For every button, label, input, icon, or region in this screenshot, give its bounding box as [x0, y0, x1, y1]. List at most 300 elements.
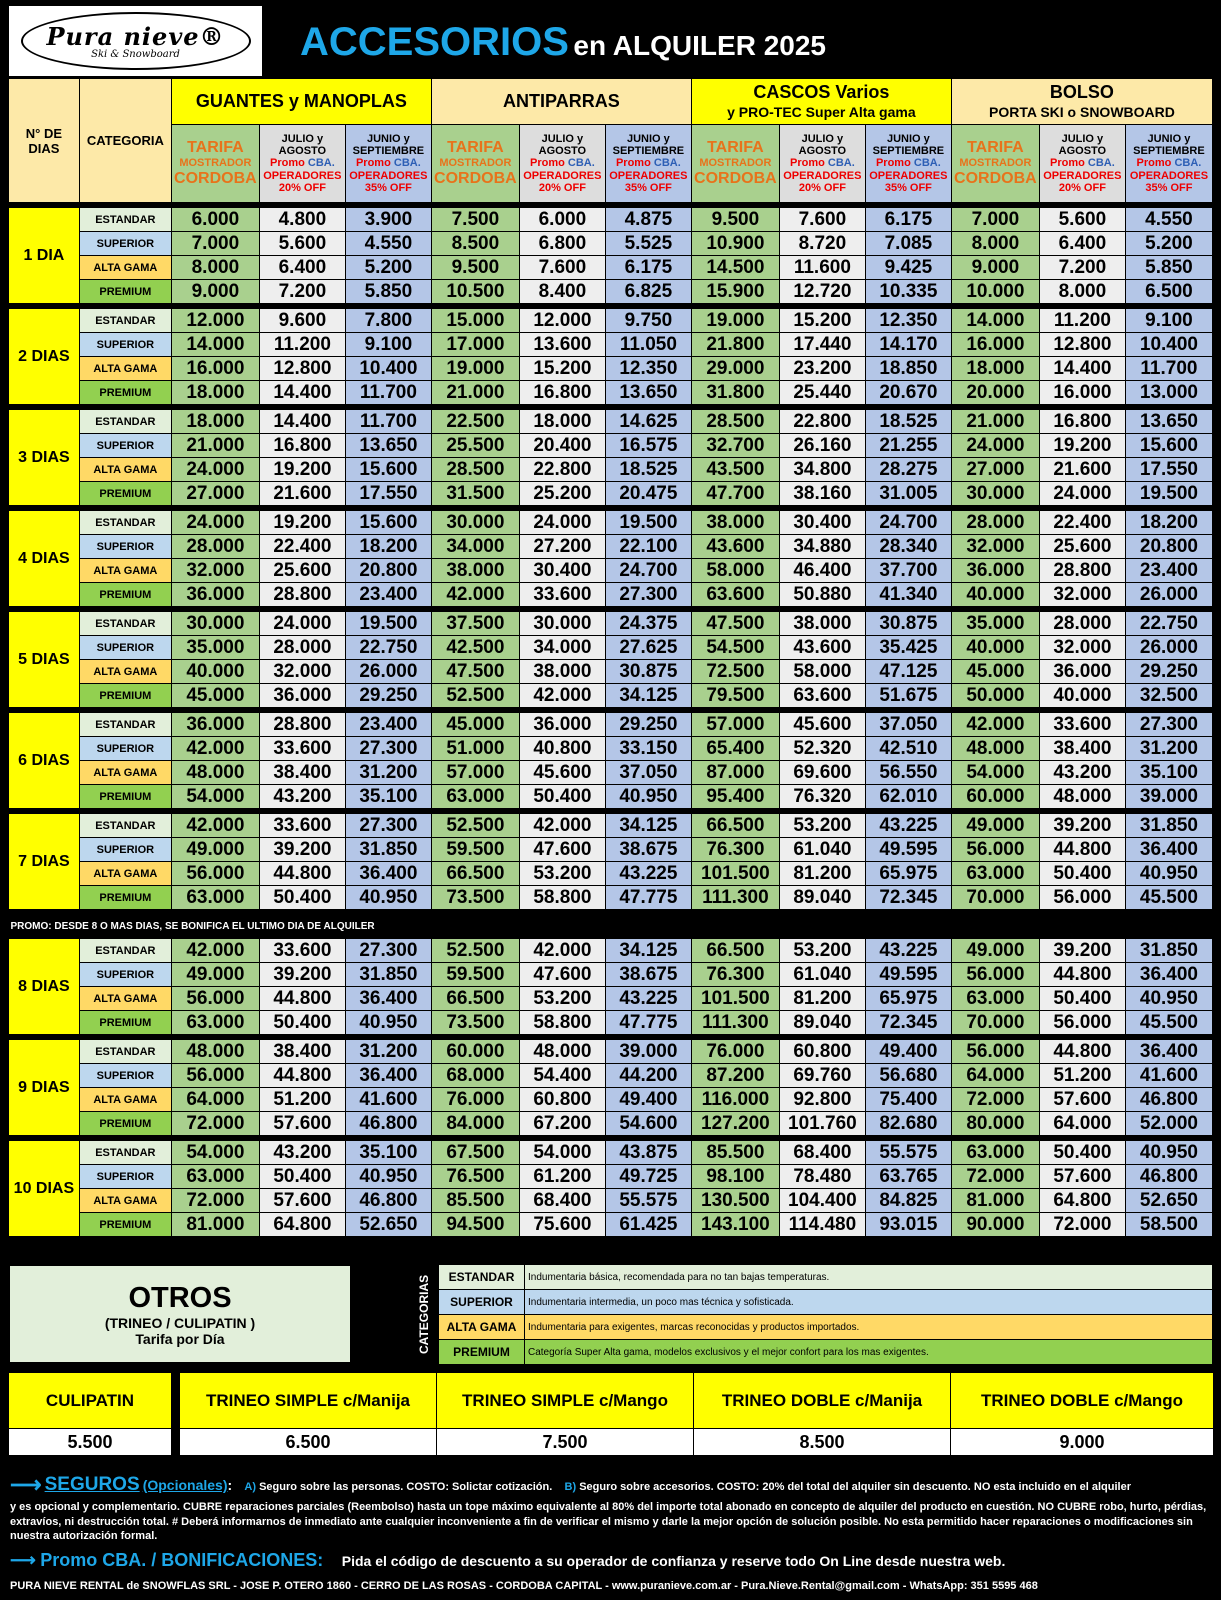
- price-cell: 38.675: [605, 838, 691, 862]
- price-cell: 56.000: [951, 963, 1039, 987]
- price-cell: 32.700: [691, 434, 779, 458]
- price-cell: 15.600: [345, 458, 431, 482]
- product-name: BOLSO: [1049, 81, 1114, 102]
- price-cell: 5.600: [1039, 208, 1125, 232]
- price-cell: 15.000: [431, 309, 519, 333]
- category-label: PREMIUM: [79, 1213, 171, 1237]
- price-cell: 47.775: [605, 886, 691, 910]
- price-cell: 38.675: [605, 963, 691, 987]
- category-label: ALTA GAMA: [79, 256, 171, 280]
- price-cell: 15.600: [345, 511, 431, 535]
- price-cell: 47.600: [519, 963, 605, 987]
- price-cell: 27.300: [605, 583, 691, 607]
- price-cell: 84.825: [865, 1189, 951, 1213]
- price-cell: 8.000: [1039, 280, 1125, 304]
- price-cell: 4.800: [259, 208, 345, 232]
- price-cell: 24.000: [519, 511, 605, 535]
- price-cell: 29.000: [691, 357, 779, 381]
- price-cell: 28.340: [865, 535, 951, 559]
- price-cell: 28.800: [1039, 559, 1125, 583]
- price-cell: 65.975: [865, 862, 951, 886]
- price-cell: 35.000: [951, 612, 1039, 636]
- price-cell: 59.500: [431, 963, 519, 987]
- price-cell: 32.000: [1039, 636, 1125, 660]
- julio-operadores: OPERADORES: [523, 169, 602, 182]
- price-cell: 28.500: [431, 458, 519, 482]
- seguros-body: y es opcional y complementario. CUBRE reparaciones parciales (Reembolso) hasta un tope máximo equivalente al 80% del importe total abonado en concepto de alquiler del producto en cuestión. NO CUBRE robo, hurto, pérdias, extravíos, ni destrucción total. # Deberá informarnos de inmediato ante cualquier inconveniente a fin de verificar el mismo y darle la mejor opción de solución posible. No esta permitido hacer reparaciones o modificaciones sin nuestra autorización formal.: [10, 1500, 1207, 1543]
- promo-section: [10, 1550, 1005, 1571]
- price-cell: 27.000: [171, 482, 259, 506]
- price-cell: 11.700: [1125, 357, 1212, 381]
- price-cell: 47.700: [691, 482, 779, 506]
- price-cell: 8.500: [431, 232, 519, 256]
- price-cell: 43.225: [865, 939, 951, 963]
- price-cell: 13.650: [1125, 410, 1212, 434]
- tarifa-l1: TARIFA: [187, 138, 244, 156]
- price-cell: 16.000: [951, 333, 1039, 357]
- price-cell: 6.175: [865, 208, 951, 232]
- price-cell: 49.595: [865, 963, 951, 987]
- price-cell: 48.000: [519, 1040, 605, 1064]
- price-cell: 28.500: [691, 410, 779, 434]
- price-cell: 34.125: [605, 684, 691, 708]
- table-row: [9, 256, 1213, 280]
- category-label: PREMIUM: [79, 482, 171, 506]
- category-label: ALTA GAMA: [79, 559, 171, 583]
- price-cell: 65.975: [865, 987, 951, 1011]
- promo-title: Promo CBA. / BONIFICACIONES:: [40, 1550, 324, 1570]
- price-cell: 16.800: [519, 381, 605, 405]
- seguros-colon: :: [227, 1477, 233, 1493]
- junio-operadores: OPERADORES: [1129, 169, 1209, 182]
- price-cell: 9.100: [1125, 309, 1212, 333]
- price-cell: 19.200: [259, 458, 345, 482]
- price-cell: 48.000: [951, 737, 1039, 761]
- category-label: SUPERIOR: [79, 636, 171, 660]
- table-row: [9, 737, 1213, 761]
- price-cell: 31.200: [345, 1040, 431, 1064]
- price-cell: 13.600: [519, 333, 605, 357]
- days-label: 9 DIAS: [9, 1040, 80, 1136]
- days-label: 3 DIAS: [9, 410, 80, 506]
- junio-discount: 35% OFF: [624, 181, 672, 194]
- price-cell: 57.600: [1039, 1088, 1125, 1112]
- price-cell: 43.200: [259, 1141, 345, 1165]
- price-cell: 27.300: [345, 939, 431, 963]
- price-cell: 24.000: [171, 511, 259, 535]
- tarifa-header: [171, 125, 259, 203]
- price-cell: 58.800: [519, 886, 605, 910]
- price-cell: 23.400: [345, 583, 431, 607]
- price-cell: 18.200: [1125, 511, 1212, 535]
- arrow-right-icon: ⟶: [10, 1472, 42, 1497]
- price-cell: 36.000: [951, 559, 1039, 583]
- price-cell: 11.700: [345, 410, 431, 434]
- category-label: SUPERIOR: [79, 1064, 171, 1088]
- category-label: ESTANDAR: [79, 814, 171, 838]
- arrow-right-icon: ⟶: [10, 1550, 36, 1570]
- price-cell: 67.500: [431, 1141, 519, 1165]
- table-row: [9, 1088, 1213, 1112]
- price-cell: 21.600: [1039, 458, 1125, 482]
- days-label: 5 DIAS: [9, 612, 80, 708]
- price-cell: 63.600: [779, 684, 865, 708]
- price-cell: 30.000: [951, 482, 1039, 506]
- price-cell: 19.000: [431, 357, 519, 381]
- price-cell: 52.500: [431, 814, 519, 838]
- julio-operadores: OPERADORES: [1043, 169, 1122, 182]
- legend-description: Indumentaria para exigentes, marcas reconocidas y productos importados.: [525, 1315, 1213, 1340]
- price-cell: 12.350: [605, 357, 691, 381]
- julio-promo: [1040, 157, 1125, 169]
- price-cell: 30.000: [171, 612, 259, 636]
- table-row: [9, 434, 1213, 458]
- price-cell: 20.670: [865, 381, 951, 405]
- price-cell: 27.300: [345, 737, 431, 761]
- price-cell: 76.300: [691, 838, 779, 862]
- spacer: [172, 1373, 180, 1429]
- price-cell: 38.000: [691, 511, 779, 535]
- julio-promo: [260, 157, 345, 169]
- price-cell: 54.500: [691, 636, 779, 660]
- table-row: [9, 535, 1213, 559]
- price-cell: 32.000: [1039, 583, 1125, 607]
- table-row: [9, 814, 1213, 838]
- price-cell: 14.400: [1039, 357, 1125, 381]
- price-cell: 28.000: [951, 511, 1039, 535]
- junio-header: [605, 125, 691, 203]
- price-cell: 61.200: [519, 1165, 605, 1189]
- price-cell: 101.500: [691, 987, 779, 1011]
- price-cell: 21.600: [259, 482, 345, 506]
- table-row: [9, 1141, 1213, 1165]
- price-cell: 30.400: [519, 559, 605, 583]
- otros-item-name: TRINEO SIMPLE c/Manija: [180, 1373, 437, 1429]
- price-cell: 15.200: [519, 357, 605, 381]
- price-cell: 40.950: [345, 1165, 431, 1189]
- price-cell: 47.500: [691, 612, 779, 636]
- tarifa-l2: MOSTRADOR: [439, 157, 512, 170]
- price-cell: 22.400: [1039, 511, 1125, 535]
- price-cell: 72.500: [691, 660, 779, 684]
- otros-item-price: 8.500: [694, 1429, 951, 1456]
- price-cell: 8.400: [519, 280, 605, 304]
- price-cell: 30.400: [779, 511, 865, 535]
- price-cell: 19.500: [1125, 482, 1212, 506]
- junio-l2: SEPTIEMBRE: [1133, 145, 1205, 158]
- price-cell: 35.100: [1125, 761, 1212, 785]
- category-label: SUPERIOR: [79, 333, 171, 357]
- price-cell: 7.600: [779, 208, 865, 232]
- price-cell: 53.200: [519, 987, 605, 1011]
- price-cell: 9.500: [431, 256, 519, 280]
- price-cell: 45.000: [431, 713, 519, 737]
- price-cell: 6.000: [519, 208, 605, 232]
- tarifa-header: [431, 125, 519, 203]
- tarifa-l3: CORDOBA: [954, 169, 1037, 187]
- price-cell: 43.500: [691, 458, 779, 482]
- price-cell: 43.225: [605, 862, 691, 886]
- junio-promo: [606, 157, 691, 169]
- price-cell: 33.600: [259, 814, 345, 838]
- junio-header: [345, 125, 431, 203]
- logo-oval: [21, 12, 251, 70]
- julio-l1: JULIO y: [541, 133, 584, 146]
- price-cell: 56.000: [1039, 1011, 1125, 1035]
- table-row: [9, 939, 1213, 963]
- price-cell: 24.000: [1039, 482, 1125, 506]
- price-cell: 36.000: [1039, 660, 1125, 684]
- promo-cba: CBA.: [307, 157, 335, 170]
- price-cell: 35.000: [171, 636, 259, 660]
- price-cell: 52.000: [1125, 1112, 1212, 1136]
- price-cell: 54.400: [519, 1064, 605, 1088]
- price-cell: 63.600: [691, 583, 779, 607]
- header-product-antiparras: [431, 79, 691, 125]
- otros-item-price: 5.500: [9, 1429, 172, 1456]
- table-row: [9, 1011, 1213, 1035]
- price-cell: 81.000: [171, 1213, 259, 1237]
- price-cell: 25.440: [779, 381, 865, 405]
- price-cell: 34.125: [605, 814, 691, 838]
- promo-word: Promo: [355, 157, 391, 170]
- price-cell: 114.480: [779, 1213, 865, 1237]
- price-cell: 23.400: [1125, 559, 1212, 583]
- price-cell: 22.750: [345, 636, 431, 660]
- category-label: SUPERIOR: [79, 963, 171, 987]
- price-cell: 44.800: [1039, 838, 1125, 862]
- price-cell: 24.700: [605, 559, 691, 583]
- seguros-a-text: Seguro sobre las personas. COSTO: Solictar cotización.: [259, 1481, 553, 1493]
- price-cell: 81.000: [951, 1189, 1039, 1213]
- price-cell: 39.200: [1039, 939, 1125, 963]
- category-label: ESTANDAR: [79, 410, 171, 434]
- price-cell: 60.800: [519, 1088, 605, 1112]
- tarifa-l3: CORDOBA: [174, 169, 257, 187]
- category-label: PREMIUM: [79, 583, 171, 607]
- price-cell: 32.500: [1125, 684, 1212, 708]
- price-cell: 98.100: [691, 1165, 779, 1189]
- price-cell: 42.000: [431, 583, 519, 607]
- seguros-b-text: Seguro sobre accesorios. COSTO: 20% del total del alquiler sin descuento. NO esta incluido en el alquiler: [579, 1481, 1131, 1493]
- price-cell: 85.500: [431, 1189, 519, 1213]
- price-cell: 35.425: [865, 636, 951, 660]
- price-cell: 56.000: [1039, 886, 1125, 910]
- price-cell: 6.800: [519, 232, 605, 256]
- price-cell: 81.200: [779, 987, 865, 1011]
- category-label: ESTANDAR: [79, 1141, 171, 1165]
- price-cell: 28.800: [259, 583, 345, 607]
- price-cell: 72.000: [1039, 1213, 1125, 1237]
- table-row: [9, 1165, 1213, 1189]
- price-cell: 40.950: [345, 886, 431, 910]
- price-cell: 111.300: [691, 886, 779, 910]
- price-cell: 46.800: [1125, 1088, 1212, 1112]
- table-row: [9, 684, 1213, 708]
- price-cell: 24.000: [171, 458, 259, 482]
- price-cell: 19.000: [691, 309, 779, 333]
- price-cell: 21.000: [171, 434, 259, 458]
- category-label: ALTA GAMA: [79, 458, 171, 482]
- price-cell: 56.000: [951, 838, 1039, 862]
- header-product-guantes: [171, 79, 431, 125]
- price-cell: 8.000: [951, 232, 1039, 256]
- price-cell: 12.000: [171, 309, 259, 333]
- price-cell: 34.800: [779, 458, 865, 482]
- price-cell: 39.200: [1039, 814, 1125, 838]
- price-cell: 36.000: [519, 713, 605, 737]
- price-cell: 12.800: [259, 357, 345, 381]
- price-cell: 7.200: [259, 280, 345, 304]
- price-cell: 27.300: [345, 814, 431, 838]
- price-cell: 9.000: [171, 280, 259, 304]
- price-cell: 25.600: [259, 559, 345, 583]
- price-cell: 38.000: [431, 559, 519, 583]
- otros-title: OTROS: [128, 1281, 232, 1314]
- price-cell: 22.400: [259, 535, 345, 559]
- tarifa-l1: TARIFA: [967, 138, 1024, 156]
- price-cell: 52.650: [1125, 1189, 1212, 1213]
- price-cell: 94.500: [431, 1213, 519, 1237]
- price-cell: 18.000: [519, 410, 605, 434]
- product-name: ANTIPARRAS: [503, 91, 620, 111]
- logo-sub: Ski & Snowboard: [91, 49, 180, 60]
- price-cell: 50.400: [259, 886, 345, 910]
- price-cell: 59.500: [431, 838, 519, 862]
- price-cell: 56.000: [171, 987, 259, 1011]
- price-cell: 32.000: [259, 660, 345, 684]
- price-cell: 68.400: [519, 1189, 605, 1213]
- price-cell: 10.335: [865, 280, 951, 304]
- price-cell: 51.200: [259, 1088, 345, 1112]
- tarifa-l1: TARIFA: [447, 138, 504, 156]
- price-cell: 40.950: [345, 1011, 431, 1035]
- price-cell: 36.400: [1125, 838, 1212, 862]
- promo-word: Promo: [875, 157, 911, 170]
- junio-promo: [1126, 157, 1212, 169]
- promo-cba: CBA.: [1087, 157, 1115, 170]
- price-cell: 18.525: [865, 410, 951, 434]
- header-product-bolso: [951, 79, 1212, 125]
- price-cell: 6.400: [259, 256, 345, 280]
- price-cell: 58.800: [519, 1011, 605, 1035]
- price-cell: 28.275: [865, 458, 951, 482]
- table-row: [9, 309, 1213, 333]
- price-cell: 5.850: [1125, 256, 1212, 280]
- price-cell: 80.000: [951, 1112, 1039, 1136]
- price-cell: 49.400: [605, 1088, 691, 1112]
- price-cell: 39.200: [259, 963, 345, 987]
- julio-header: [259, 125, 345, 203]
- price-cell: 57.000: [431, 761, 519, 785]
- price-cell: 72.000: [951, 1088, 1039, 1112]
- price-cell: 31.500: [431, 482, 519, 506]
- julio-promo: [780, 157, 865, 169]
- table-row: [9, 1189, 1213, 1213]
- price-cell: 93.015: [865, 1213, 951, 1237]
- price-cell: 63.000: [171, 1165, 259, 1189]
- price-cell: 143.100: [691, 1213, 779, 1237]
- price-cell: 50.400: [259, 1011, 345, 1035]
- price-cell: 8.720: [779, 232, 865, 256]
- legend-row: [439, 1265, 1213, 1290]
- price-cell: 65.400: [691, 737, 779, 761]
- price-cell: 51.675: [865, 684, 951, 708]
- tarifa-l2: MOSTRADOR: [959, 157, 1032, 170]
- price-cell: 49.595: [865, 838, 951, 862]
- price-cell: 73.500: [431, 1011, 519, 1035]
- julio-header: [519, 125, 605, 203]
- price-cell: 47.500: [431, 660, 519, 684]
- otros-item-name: TRINEO DOBLE c/Manija: [694, 1373, 951, 1429]
- promo-cba: CBA.: [913, 157, 941, 170]
- price-cell: 18.000: [171, 381, 259, 405]
- table-row: [9, 482, 1213, 506]
- price-cell: 52.320: [779, 737, 865, 761]
- price-cell: 31.850: [1125, 814, 1212, 838]
- price-cell: 54.000: [951, 761, 1039, 785]
- price-cell: 15.900: [691, 280, 779, 304]
- otros-item-name: TRINEO SIMPLE c/Mango: [437, 1373, 694, 1429]
- table-row: [9, 208, 1213, 232]
- tarifa-l3: CORDOBA: [694, 169, 777, 187]
- price-cell: 42.000: [519, 814, 605, 838]
- price-cell: 75.400: [865, 1088, 951, 1112]
- price-cell: 73.500: [431, 886, 519, 910]
- price-cell: 36.400: [345, 987, 431, 1011]
- price-cell: 66.500: [431, 987, 519, 1011]
- price-cell: 57.600: [259, 1189, 345, 1213]
- price-cell: 101.760: [779, 1112, 865, 1136]
- tarifa-header: [951, 125, 1039, 203]
- legend-description: Indumentaria intermedia, un poco mas técnica y sofisticada.: [525, 1290, 1213, 1315]
- price-cell: 33.600: [259, 939, 345, 963]
- price-cell: 87.200: [691, 1064, 779, 1088]
- price-cell: 87.000: [691, 761, 779, 785]
- price-cell: 61.425: [605, 1213, 691, 1237]
- price-cell: 5.525: [605, 232, 691, 256]
- price-cell: 19.500: [345, 612, 431, 636]
- price-cell: 25.600: [1039, 535, 1125, 559]
- days-label: 10 DIAS: [9, 1141, 80, 1237]
- price-cell: 7.200: [1039, 256, 1125, 280]
- price-cell: 42.000: [171, 939, 259, 963]
- price-cell: 127.200: [691, 1112, 779, 1136]
- price-cell: 63.000: [431, 785, 519, 809]
- promo-word: Promo: [615, 157, 651, 170]
- price-cell: 38.000: [519, 660, 605, 684]
- price-cell: 18.525: [605, 458, 691, 482]
- price-cell: 66.500: [691, 814, 779, 838]
- price-cell: 67.200: [519, 1112, 605, 1136]
- julio-l1: JULIO y: [801, 133, 844, 146]
- table-row: [9, 583, 1213, 607]
- category-label: ESTANDAR: [79, 1040, 171, 1064]
- price-cell: 11.200: [1039, 309, 1125, 333]
- julio-l2: AGOSTO: [798, 145, 847, 158]
- product-name: GUANTES y MANOPLAS: [195, 91, 407, 111]
- price-cell: 46.400: [779, 559, 865, 583]
- price-cell: 20.800: [1125, 535, 1212, 559]
- price-cell: 45.600: [779, 713, 865, 737]
- seguros-section: [10, 1470, 1210, 1544]
- junio-l1: JUNIO y: [1147, 133, 1191, 146]
- price-cell: 6.400: [1039, 232, 1125, 256]
- junio-l2: SEPTIEMBRE: [352, 145, 425, 158]
- price-cell: 64.800: [259, 1213, 345, 1237]
- price-cell: 61.040: [779, 963, 865, 987]
- price-cell: 23.200: [779, 357, 865, 381]
